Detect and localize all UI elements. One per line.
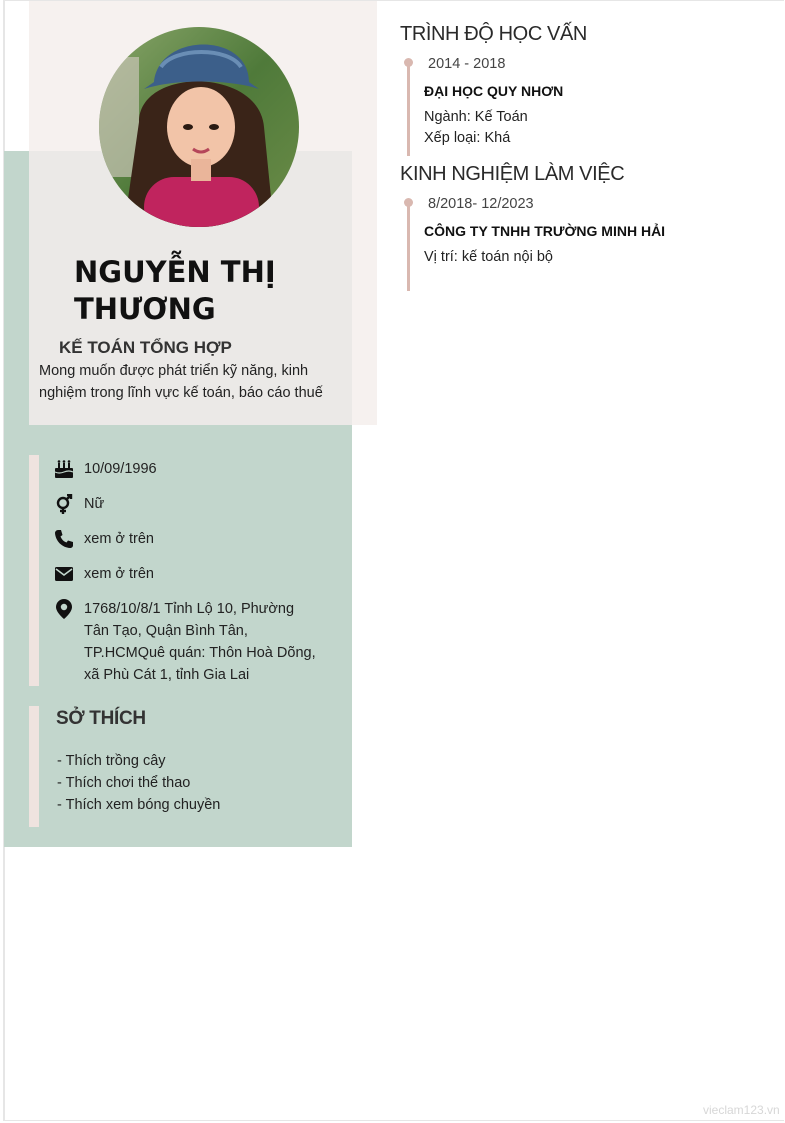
contact-row-phone xyxy=(54,528,324,550)
birth-date: 10/09/1996 xyxy=(84,461,157,477)
job-title: KẾ TOÁN TỔNG HỢP xyxy=(59,338,232,357)
email-icon xyxy=(54,563,74,585)
contact-list xyxy=(54,458,324,699)
experience-timeline xyxy=(407,200,410,291)
address: 1768/10/8/1 Tỉnh Lộ 10, Phường Tân Tạo, Quận Bình Tân, TP.HCMQuê quán: Thôn Hoà Dõng, xã Phù Cát 1, tỉnh Gia Lai xyxy=(84,601,316,683)
avatar xyxy=(99,27,299,227)
candidate-name: NGUYỄN THỊ THƯƠNG xyxy=(74,255,276,326)
gender-icon xyxy=(54,493,74,515)
hobbies-accent-bar xyxy=(29,706,39,827)
education-major: Ngành: Kế Toán xyxy=(424,109,528,125)
location-pin-icon xyxy=(54,598,74,620)
education-timeline-dot xyxy=(404,58,413,67)
company-name: CÔNG TY TNHH TRƯỜNG MINH HẢI xyxy=(424,223,666,239)
contact-row-address xyxy=(54,598,324,686)
contact-accent-bar xyxy=(29,455,39,686)
birthday-cake-icon xyxy=(54,458,74,480)
experience-heading: KINH NGHIỆM LÀM VIỆC xyxy=(400,163,625,185)
school-name: ĐẠI HỌC QUY NHƠN xyxy=(424,83,564,99)
education-timeline xyxy=(407,60,410,156)
experience-period: 8/2018- 12/2023 xyxy=(428,196,534,212)
contact-row-email xyxy=(54,563,324,585)
education-grade: Xếp loại: Khá xyxy=(424,130,511,146)
hobbies-list xyxy=(57,750,220,816)
email: xem ở trên xyxy=(84,566,154,582)
gender: Nữ xyxy=(84,496,105,512)
experience-position: Vị trí: kế toán nội bộ xyxy=(424,249,553,265)
education-heading: TRÌNH ĐỘ HỌC VẤN xyxy=(400,23,587,45)
contact-row-gender xyxy=(54,493,324,515)
hobby-item: - Thích trồng cây xyxy=(57,753,166,769)
watermark: vieclam123.vn xyxy=(703,1103,780,1117)
experience-details xyxy=(424,247,553,268)
phone: xem ở trên xyxy=(84,531,154,547)
career-objective: Mong muốn được phát triển kỹ năng, kinh nghiệm trong lĩnh vực kế toán, báo cáo thuế xyxy=(39,363,323,401)
hobby-item: - Thích xem bóng chuyền xyxy=(57,797,221,813)
contact-row-birthday xyxy=(54,458,324,480)
hobbies-heading: SỞ THÍCH xyxy=(56,708,146,729)
education-details xyxy=(424,107,528,149)
education-period: 2014 - 2018 xyxy=(428,56,506,72)
hobby-item: - Thích chơi thể thao xyxy=(57,775,191,791)
experience-timeline-dot xyxy=(404,198,413,207)
phone-icon xyxy=(54,528,74,550)
